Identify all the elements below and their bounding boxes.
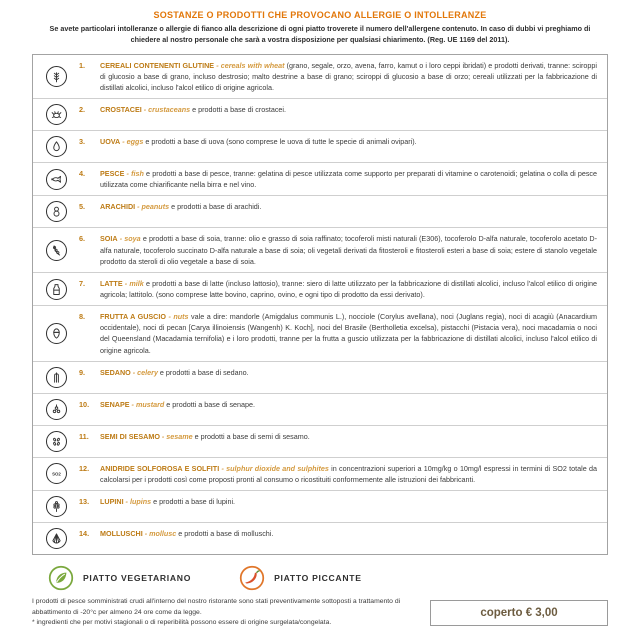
allergen-number: 8.: [79, 312, 86, 322]
svg-text:SO2: SO2: [51, 471, 61, 477]
allergen-icon-cell: [33, 136, 79, 157]
allergen-number: 2.: [79, 105, 86, 115]
allergen-name-en: - sulphur dioxide and sulphites: [219, 463, 329, 473]
allergen-text: [100, 528, 599, 539]
allergen-text: [100, 463, 599, 485]
allergen-name-en: - cereals with wheat: [214, 60, 285, 70]
allergen-name: CROSTACEI: [100, 105, 142, 115]
allergen-description: e prodotti a base di uova (sono comprese le uova di tutte le specie di animali ovipari).: [143, 137, 417, 147]
allergen-row: [33, 228, 607, 272]
allergen-name: ARACHIDI: [100, 202, 136, 212]
allergen-number: 12.: [79, 463, 90, 473]
allergen-description: e prodotti a base di latte (incluso lattosio), tranne: siero di latte utilizzato per la fabbricazione di distillati alcolici, incluso l'alcol etilico di origine agricola; lattitolo. (sono comprese latte bovino, caprino, ovino, e ogni tipo di prodotto da essi derivato).: [100, 278, 597, 299]
allergen-number: 11.: [79, 431, 89, 441]
allergen-name: MOLLUSCHI: [100, 529, 143, 539]
raw-fish-note: I prodotti di pesce somministrati crudi all'interno del nostro ristorante sono stati preventivamente sottoposti a trattamento di abbattimento di -20°c per almeno 24 ore come da legge.: [32, 598, 401, 616]
allergen-text: [100, 278, 599, 300]
fish-icon: [46, 169, 67, 190]
allergen-row: [33, 458, 607, 491]
allergen-icon-cell: [33, 323, 79, 344]
allergen-name: SENAPE: [100, 399, 130, 409]
allergen-name: SOIA: [100, 234, 118, 244]
allergen-description: e prodotti a base di pesce, tranne: gelatina di pesce utilizzata come supporto per preparati di vitamine o carotenoidi; gelatina o colla di pesce utilizzata come chiarificante nella birra e nel vino.: [100, 169, 598, 190]
celery-icon: [46, 367, 67, 388]
legend-label-vegetarian: PIATTO VEGETARIANO: [83, 573, 192, 584]
gluten-icon: [46, 66, 67, 87]
allergen-text: [100, 367, 599, 378]
coperto-label: coperto € 3,00: [480, 606, 558, 619]
allergen-text: [100, 311, 599, 356]
crustaceans-icon: [46, 104, 67, 125]
allergen-text: [100, 104, 599, 115]
allergen-icon-cell: [33, 367, 79, 388]
allergen-description: e prodotti a base di sedano.: [157, 367, 249, 377]
allergen-name: SEDANO: [100, 367, 131, 377]
allergen-icon-cell: [33, 169, 79, 190]
allergen-number: 10.: [79, 399, 90, 409]
allergen-row: [33, 99, 607, 131]
allergen-name-en: - mustard: [129, 399, 165, 409]
egg-icon: [46, 136, 67, 157]
allergen-text: [100, 496, 599, 507]
allergen-description: vale a dire: mandorle (Amigdalus communis L.), nocciole (Corylus avellana), noci (Juglans regia), noci di acagiù (Anacardium occidentale), noci di pecan [Carya illinoiensis (Wangenh) K. Koch], noci del Brasile (Bertholletia excelsa), pistacchi (Pistacia vera), noci macadamia o noci del Queensland (Macadamia ternifolia) e i loro prodotti, tranne per la frutta a guscio utilizzata per la fabbricazione di distillati alcolici, incluso l'alcol etilico di origine agricola.: [100, 312, 598, 355]
allergen-name-en: - crustaceans: [141, 105, 191, 115]
allergen-text: [100, 136, 599, 147]
footer-notes: [32, 597, 420, 629]
allergen-row: [33, 394, 607, 426]
allergen-name-en: - nuts: [165, 312, 189, 322]
allergen-text: [100, 168, 599, 190]
sulphites-icon: [46, 463, 67, 484]
allergen-icon-cell: [33, 496, 79, 517]
allergen-text: [100, 431, 599, 442]
allergen-row: [33, 426, 607, 458]
allergen-number: 9.: [79, 367, 86, 377]
allergen-name: SEMI DI SESAMO: [100, 431, 160, 441]
allergen-text: [100, 233, 599, 266]
legend: [48, 565, 608, 591]
frozen-ingredients-note: * ingredienti che per motivi stagionali o di reperibilità possono essere di origine surgelata/congelata.: [32, 619, 332, 627]
allergen-icon-cell: [33, 399, 79, 420]
allergen-name: PESCE: [100, 169, 125, 179]
allergen-number: 14.: [79, 529, 90, 539]
lupin-icon: [46, 496, 67, 517]
allergen-description: e prodotti a base di lupini.: [151, 497, 236, 507]
allergen-name: FRUTTA A GUSCIO: [100, 312, 166, 322]
allergen-name-en: - mollusc: [142, 529, 177, 539]
allergen-row: [33, 362, 607, 394]
allergen-name-en: - celery: [130, 367, 158, 377]
allergen-description: e prodotti a base di arachidi.: [169, 202, 262, 212]
allergen-number: 6.: [79, 234, 86, 244]
allergen-row: [33, 273, 607, 306]
allergen-icon-cell: [33, 66, 79, 87]
allergen-row: [33, 523, 607, 554]
allergen-number: 13.: [79, 497, 90, 507]
allergen-description: e prodotti a base di molluschi.: [176, 529, 274, 539]
allergen-description: e prodotti a base di crostacei.: [190, 105, 287, 115]
allergen-name-en: - soya: [117, 234, 141, 244]
legend-label-spicy: PIATTO PICCANTE: [274, 573, 362, 584]
allergen-row: [33, 55, 607, 99]
allergen-row: [33, 131, 607, 163]
allergen-row: [33, 491, 607, 523]
nuts-icon: [46, 323, 67, 344]
allergen-name: CEREALI CONTENENTI GLUTINE: [100, 60, 215, 70]
allergen-name-en: - fish: [124, 169, 144, 179]
legend-item-spicy: [239, 565, 362, 591]
allergen-table: [32, 54, 608, 556]
peanut-icon: [46, 201, 67, 222]
allergen-row: [33, 306, 607, 362]
allergen-icon-cell: [33, 431, 79, 452]
allergen-description: in concentrazioni superiori a 10mg/kg o 10mg/l espressi in termini di SO2 totale da calcolarsi per i prodotti così come proposti pronti al consumo o ricostituiti conformemente alle istruzioni dei fabbricanti.: [100, 463, 597, 484]
allergen-icon-cell: [33, 104, 79, 125]
page-subtitle: Se avete particolari intolleranze o allergie di fianco alla descrizione di ogni piatto troverete il numero dell'allergene contenuto. In caso di dubbi vi preghiamo di chiedere al nostro personale che sarà a vostra disposizione per qualsiasi chiarimento. (Reg. UE 1169 del 2011).: [49, 24, 591, 44]
allergen-description: e prodotti a base di semi di sesamo.: [192, 431, 310, 441]
spicy-chili-icon: [239, 565, 265, 591]
allergen-text: [100, 201, 599, 212]
allergen-text: [100, 399, 599, 410]
allergen-name: LUPINI: [100, 497, 124, 507]
allergen-number: 1.: [79, 60, 86, 70]
allergen-number: 7.: [79, 278, 86, 288]
allergen-text: [100, 60, 599, 93]
allergen-name: LATTE: [100, 278, 123, 288]
allergen-name-en: - lupins: [123, 497, 152, 507]
allergen-description: e prodotti a base di senape.: [164, 399, 256, 409]
soya-icon: [46, 240, 67, 261]
allergen-name: ANIDRIDE SOLFOROSA E SOLFITI: [100, 463, 220, 473]
legend-item-vegetarian: [48, 565, 191, 591]
allergen-name-en: - peanuts: [135, 202, 170, 212]
allergen-icon-cell: [33, 201, 79, 222]
sesame-icon: [46, 431, 67, 452]
allergen-number: 5.: [79, 202, 86, 212]
allergen-name: UOVA: [100, 137, 121, 147]
mustard-icon: [46, 399, 67, 420]
allergen-icon-cell: [33, 240, 79, 261]
allergen-icon-cell: [33, 463, 79, 484]
coperto-box: [430, 600, 608, 626]
allergen-number: 4.: [79, 169, 86, 179]
allergen-name-en: - sesame: [159, 431, 193, 441]
milk-icon: [46, 279, 67, 300]
mollusc-icon: [46, 528, 67, 549]
allergen-description: (grano, segale, orzo, avena, farro, kamut o i loro ceppi ibridati) e prodotti derivati, tranne: sciroppi di glucosio a base di grano, incluso destrosio; malto destrine a base di grano; sciroppi di glucosio a base di orzo; cereali utilizzati per la fabbricazione di distillati alcolici, incluso l'alcol etilico di origine agricola.: [100, 60, 598, 92]
allergen-name-en: - eggs: [120, 137, 144, 147]
vegetarian-leaf-icon: [48, 565, 74, 591]
allergen-description: e prodotti a base di soia, tranne: olio e grasso di soia raffinato; tocoferoli misti naturali (E306), tocoferolo D-alfa naturale, tocoferolo acetato D-alfa naturale, tocoferolo succinato D-alfa naturale a base di soia; oli vegetali derivati da fitosteroli e fitosteroli esteri a base di soia; estere di stanolo vegetale prodotto da steroli di olio vegetale a base di soia.: [100, 234, 597, 266]
allergen-number: 3.: [79, 137, 86, 147]
footer: [32, 597, 608, 629]
page-title: SOSTANZE O PRODOTTI CHE PROVOCANO ALLERGIE O INTOLLERANZE: [153, 10, 487, 20]
allergen-name-en: - milk: [122, 278, 144, 288]
allergen-row: [33, 163, 607, 196]
allergen-icon-cell: [33, 528, 79, 549]
allergen-icon-cell: [33, 279, 79, 300]
allergen-row: [33, 196, 607, 228]
